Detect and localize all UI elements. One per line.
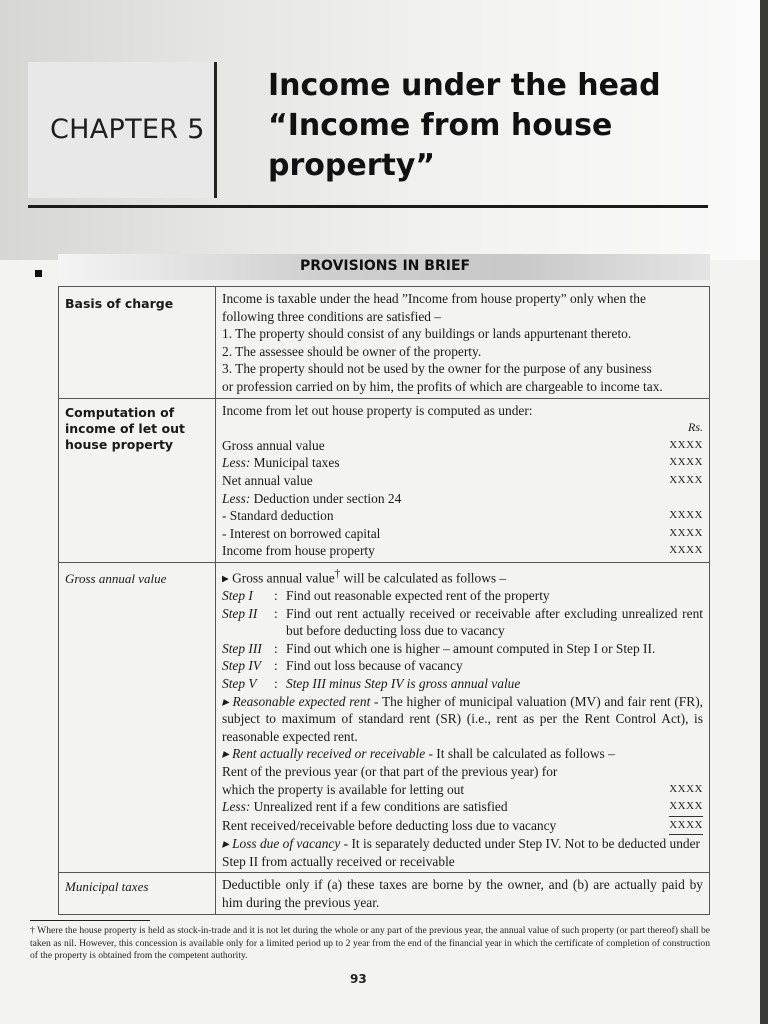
note-label: ▸ Loss due of vacancy: [222, 836, 341, 852]
step-text: Find out loss because of vacancy: [286, 658, 463, 674]
calc-line: [222, 798, 703, 817]
computation-item: [222, 454, 703, 472]
step-line: Step III : Find out which one is higher – amount computed in Step I or Step II.: [222, 640, 703, 658]
computation-item: [222, 472, 703, 490]
step-label: Step III: [222, 640, 262, 656]
reasonable-expected-rent-note: [222, 693, 703, 746]
text-line: Income from let out house property is computed as under:: [222, 402, 533, 418]
step-text: Find out rent actually received or receivable after excluding unrealized rent but before deducting loss due to vacancy: [286, 605, 703, 639]
chapter-title-line: property”: [268, 148, 436, 183]
calc-label: Rent received/receivable before deducting loss due to vacancy: [222, 817, 557, 833]
row-heading-cell: [59, 287, 216, 399]
chapter-title: [268, 66, 668, 186]
step-line: Step II : Find out rent actually received or receivable after excluding unrealized rent but before deducting loss due to vacancy: [222, 605, 703, 639]
calc-amount: XXXX: [669, 817, 703, 836]
calc-label: which the property is available for letting out: [222, 781, 465, 797]
row-heading-cell: [59, 873, 216, 914]
text-line: following three conditions are satisfied –: [222, 308, 442, 324]
item-amount: XXXX: [669, 544, 703, 557]
row-heading: Gross annual value: [65, 570, 167, 586]
computation-item: [222, 507, 703, 525]
item-label: Gross annual value: [222, 437, 325, 453]
row-heading-cell: [59, 398, 216, 562]
calc-amount: XXXX: [669, 798, 703, 817]
computation-item: [222, 542, 703, 560]
calc-line: [222, 817, 703, 836]
step-line: Step I : Find out reasonable expected rent of the property: [222, 587, 703, 605]
step-text: Find out which one is higher – amount computed in Step I or Step II.: [286, 640, 656, 656]
note-label: ▸ Rent actually received or receivable: [222, 746, 426, 762]
computation-item: [222, 437, 703, 455]
table-row: [59, 398, 710, 562]
text-line: Rent of the previous year (or that part of the previous year) for: [222, 763, 558, 779]
step-text: Find out reasonable expected rent of the property: [286, 587, 550, 603]
item-label: Income from house property: [222, 543, 375, 559]
item-amount: XXXX: [669, 509, 703, 522]
note-label: ▸ Reasonable expected rent: [222, 693, 371, 709]
calc-label: Unrealized rent if a few conditions are satisfied: [250, 799, 508, 815]
item-prefix: Less:: [222, 490, 251, 506]
item-amount: XXXX: [669, 473, 703, 486]
text-line: 2. The assessee should be owner of the property.: [222, 343, 482, 359]
note-text: - The higher of municipal valuation (MV) and fair rent (FR), subject to maximum of standard rent (SR) (i.e., rent as per the Rent Control Act), is reasonable expected rent.: [222, 693, 703, 744]
chapter-rule: [28, 205, 708, 208]
computation-item: [222, 525, 703, 543]
step-line: Step IV : Find out loss because of vacancy: [222, 657, 703, 675]
row-content-cell: [216, 562, 710, 873]
footnote-rule: [30, 920, 150, 921]
loss-vacancy-note: [222, 835, 703, 870]
step-label: Step IV: [222, 658, 262, 674]
row-heading-cell: [59, 562, 216, 873]
note-text: - It shall be calculated as follows –: [425, 746, 615, 762]
calc-line: [222, 781, 703, 799]
gav-intro-text: will be calculated as follows –: [340, 570, 507, 586]
step-line: Step V : Step III minus Step IV is gross annual value: [222, 675, 703, 693]
currency-label: Rs.: [688, 420, 703, 435]
text-line: Deductible only if (a) these taxes are borne by the owner, and (b) are actually paid by him during the previous year.: [222, 877, 703, 911]
item-amount: XXXX: [669, 438, 703, 451]
item-label: Deduction under section 24: [250, 490, 402, 506]
provisions-table: [58, 286, 710, 915]
bullet-marker: [35, 270, 42, 277]
calc-prefix: Less:: [222, 799, 251, 815]
step-label: Step V: [222, 675, 257, 691]
text-line: or profession carried on by him, the profits of which are chargeable to income tax.: [222, 378, 663, 394]
item-amount: XXXX: [669, 526, 703, 539]
table-row: [59, 873, 710, 914]
text-line: 3. The property should not be used by the owner for the purpose of any business: [222, 361, 652, 377]
chapter-title-line: “Income from house: [268, 108, 613, 143]
text-line: Income is taxable under the head ”Income from house property” only when the: [222, 291, 646, 306]
footnote: † Where the house property is held as stock-in-trade and it is not let during the whole or any part of the previous year, the annual value of such property (or part thereof) shall be taken as nil. However, this concession is available only for a limited period up to 2 year from the end of the financial year in which the certificate of completion of construction of the property is obtained from the competent authority.: [30, 925, 710, 962]
row-heading: Basis of charge: [65, 296, 174, 311]
table-row: [59, 562, 710, 873]
computation-item: [222, 490, 703, 508]
item-label: - Interest on borrowed capital: [222, 525, 381, 541]
row-heading: Computation of income of let out house property: [65, 404, 185, 452]
gav-intro: [222, 566, 703, 587]
rent-received-note: [222, 745, 703, 763]
page-number: 93: [350, 972, 367, 986]
item-amount: XXXX: [669, 456, 703, 469]
chapter-title-line: Income under the head: [268, 68, 661, 103]
row-heading: Municipal taxes: [65, 879, 149, 895]
item-label: - Standard deduction: [222, 508, 334, 524]
step-label: Step I: [222, 587, 253, 603]
item-label: Municipal taxes: [250, 455, 340, 471]
table-row: [59, 287, 710, 399]
row-content-cell: [216, 398, 710, 562]
chapter-label: CHAPTER 5: [50, 114, 205, 145]
gav-intro-text: ▸ Gross annual value: [222, 570, 335, 586]
text-line: 1. The property should consist of any buildings or lands appurtenant thereto.: [222, 326, 632, 342]
note-text: - It is separately deducted under Step IV. Not to be deducted under Step II from actually received or receivable: [222, 836, 700, 869]
footnote-marker: †: [334, 567, 341, 580]
calc-amount: XXXX: [669, 782, 703, 795]
section-heading: PROVISIONS IN BRIEF: [300, 258, 471, 274]
step-text: Step III minus Step IV is gross annual value: [286, 675, 521, 691]
step-label: Step II: [222, 605, 258, 621]
item-label: Net annual value: [222, 472, 313, 488]
item-prefix: Less:: [222, 455, 251, 471]
row-content-cell: [216, 873, 710, 914]
row-content-cell: [216, 287, 710, 399]
